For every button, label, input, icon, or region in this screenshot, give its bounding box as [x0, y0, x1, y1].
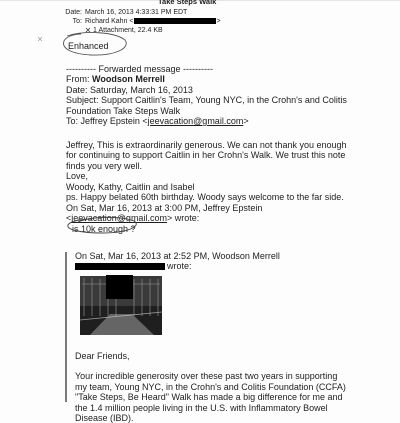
message-line: Love, — [66, 171, 89, 182]
subject-line-1: Subject: Support Caitlin's Team, Young NYC, in the Crohn's and Colitis — [66, 95, 347, 106]
from-name: Woodson Merrell — [92, 74, 165, 85]
forwarded-block — [66, 64, 347, 126]
reply-1-email-prefix: < — [66, 213, 72, 224]
to-suffix: > — [216, 18, 221, 25]
reply-2-wrote-line — [75, 261, 280, 271]
message-line: ps. Happy belated 60th birthday. Woody says welcome to the far side. — [66, 192, 344, 203]
from-label: From: — [66, 74, 90, 85]
to-email-link[interactable]: jeevacation@gmail.com — [147, 116, 244, 127]
header-to-row — [62, 17, 221, 26]
message-line: finds you very well. — [66, 160, 143, 171]
to-label: To: — [72, 18, 82, 25]
attachment-text: 1 Attachment, 22.4 KB — [93, 27, 163, 34]
handwritten-circle — [62, 213, 142, 237]
reply-1-quote: is 10k enough ? — [72, 223, 136, 234]
redaction-bar — [134, 18, 216, 24]
reply-2-greeting: Dear Friends, — [75, 351, 130, 361]
handwritten-note: Enhanced — [68, 41, 109, 51]
to-line-suffix: > — [243, 116, 249, 127]
redaction-bar — [75, 263, 165, 270]
reply-1-email-suffix: > wrote: — [166, 213, 200, 224]
reply-2-wrote: wrote: — [167, 261, 192, 272]
reply-2-header — [75, 251, 280, 272]
reply-2-line: Your incredible generosity over these past two years in supporting — [75, 371, 338, 382]
date-label: Date: — [65, 9, 82, 16]
quote-bar — [65, 252, 67, 402]
reply-2-line: Disease (IBD). — [75, 413, 134, 423]
forward-separator: ---------- Forwarded message ---------- — [66, 64, 213, 74]
message-line: Jeffrey, This is extraordinarily generous. We can not thank you enough — [66, 140, 347, 150]
reply-2-line: my team, Young NYC, in the Crohn's and Colitis Foundation (CCFA) — [75, 381, 346, 392]
date-value: March 16, 2013 4:33:31 PM EDT — [85, 9, 188, 16]
to-line — [66, 116, 347, 126]
reply-1-email-link[interactable]: jeevacation@gmail.com — [71, 213, 167, 224]
to-value: Richard Kahn < — [85, 18, 134, 25]
subject-line-2: Foundation Take Steps Walk — [66, 105, 181, 116]
reply-2-body — [75, 351, 346, 423]
message-line: Woody, Kathy, Caitlin and Isabel — [66, 181, 195, 192]
reply-2-line: "Take Steps, Be Heard" Walk has made a big difference for me and — [75, 392, 343, 403]
to-prefix: To: Jeffrey Epstein < — [66, 116, 148, 127]
reply-2-intro: On Sat, Mar 16, 2013 at 2:52 PM, Woodson Merrell — [75, 251, 280, 261]
header-date-row — [62, 8, 221, 17]
subject-tail: Take Steps Walk — [158, 0, 217, 6]
message-line: for continuing to support Caitlin in her Crohn's Walk. We trust this note — [66, 150, 346, 161]
reply-2-line: the 1.4 million people living in the U.S. with Inflammatory Bowel — [75, 402, 328, 413]
message-body — [66, 140, 347, 202]
reply-1-intro: On Sat, Mar 16, 2013 at 3:00 PM, Jeffrey Epstein — [66, 203, 263, 213]
from-line — [66, 74, 347, 84]
photo-redaction — [106, 275, 133, 299]
date-line: Date: Saturday, March 16, 2013 — [66, 84, 193, 95]
scan-mark — [37, 36, 43, 42]
